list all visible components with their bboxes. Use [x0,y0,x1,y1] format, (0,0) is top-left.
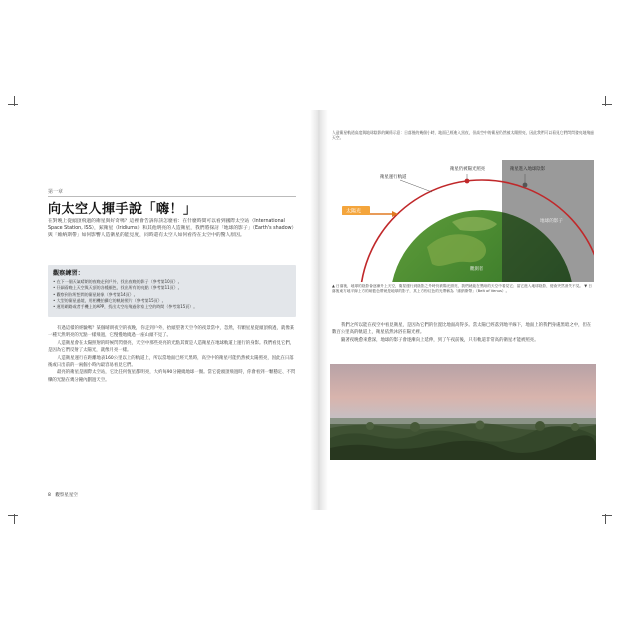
left-page [48,110,298,510]
crop-mark [605,514,606,524]
body-paragraph: 人造衛星運行在距離地表160公里以上的軌道上，所以當地面已經天黑時，高空中的衛星可能仍然被太陽照亮，因此在日落後或日出前的一兩個小時內最容易看見它們。 [48,355,294,369]
observation-box-title: 觀察練習： [53,270,84,277]
book-spread [20,110,600,510]
right-body-text [332,322,594,344]
observation-list [53,279,291,310]
earth-shadow-diagram [332,152,594,282]
figure-caption-top: 人造衛星軌道高度與地球陰影的關係示意：日落後的幾個小時，地面已經進入黑夜，但高空中的衛星仍然被太陽照亮，因此我們可以看見它們閃閃發亮地飛過天空。 [332,130,594,141]
crop-mark [8,104,18,105]
figure-caption-bottom: ▲ 日落後，地球的陰影會逐漸升上天空，衛星運行到陰影之外時仍被陽光照亮，我們就能在黑暗的天空中看見它；當它進入地球陰影，便會突然消失不見。 ▼ 日落後東方地平線上方的暗藍色帶就是地球的影子，其上方粉紅色的光帶稱為「維納斯帶」（Belt of Venus）。 [332,284,592,293]
observation-item: • 觀察到你所想問的衛星跡象（參考第14頁）。 [53,292,291,298]
satellite-lit-marker [465,179,470,184]
crop-mark [8,515,18,516]
body-paragraph: 我們之所以能在夜空中看見衛星，是因為它們的位置比地面高得多。當太陽已經落到地平線下，地面上的我們身處黑暗之中，但在數百公里高的軌道上，衛星依然沐浴在陽光裡。 [332,323,592,336]
observation-item: • 大型的衛星過境，用相機拍攝它的軌跡照片（參考第15頁）。 [53,298,291,304]
crop-mark [602,515,612,516]
chapter-intro: 在對晚上從頭頂飛過的衛星與好奇嗎？這裡會告訴你該怎麼看：在什麼時間可以看到國際太空站（International Space Station, ISS），銥衛星（Iridiums）和其他明亮的人造衛星，我們將探討「地球的影子」（Earth's shadow）與「維納斯帶」如何影響人造衛星的能見度，同時還有太空人如何看待在太空中的驚人原因。 [48,219,297,239]
page-folio: 8 觀察星星空 [48,493,78,498]
body-paragraph: 有過這樣的經驗嗎？某個晴朗夜空的夜晚，你走到戶外，抬頭望著天空今的夜景當中，忽然，有顆星星從頭頂飛過，就像某一種天然明亮的光點一樣飛過，它慢慢地繞過一座山頭不見了。 [48,326,295,339]
satellite-dark-marker [523,183,528,188]
observation-item: • 在下一個天氣晴朗的夜晚走到戶外，找出夜晚的影子（參考第10頁）。 [53,279,291,285]
label-orbit: 衛星運行軌道 [380,175,407,180]
label-satellite-dark: 衛星進入地球陰影 [510,167,546,172]
observation-box [48,265,296,317]
page-gutter [310,110,328,510]
chapter-rule [48,196,296,197]
photo-svg [330,364,596,460]
body-paragraph: 隨著夜晚愈來愈深，地球的影子會逐漸向上延伸，到了午夜前後，只有軌道非常高的衛星才能被照亮。 [341,337,539,343]
left-body-text [48,325,298,384]
observation-item: • 運用網路或者手機上的APP，找出太空站飛過你家上空的時間（參考第15頁）。 [53,304,291,310]
chapter-label: 第一章 [48,189,64,195]
observation-item: • 仔細看晚上天空與天頂的各種顏色，找出所有的亮點（參考第11頁）。 [53,285,291,291]
label-shadow: 地球的影子 [540,219,563,224]
crop-mark [605,96,606,106]
right-page [332,110,594,510]
label-sunlight: 太陽光 [346,208,362,215]
body-paragraph: 最亮的衛星是國際太空站，它比任何恆星都明亮，大約每90分鐘繞地球一圈。當它從頭頂飛過時，你會看到一顆穩定、不閃爍的光點在幾分鐘內劃過天空。 [48,370,296,383]
body-paragraph: 人造衛星會在太陽照射的時候閃閃發亮，天空中那些亮亮的光點其實是人造衛星在地球軌道上運行的身影。我們看見它們，是因為它們反射了太陽光，就像月亮一樣。 [48,340,295,354]
chapter-title: 向太空人揮手說「嗨！」 [48,202,197,217]
diagram-svg [332,152,594,282]
label-observer: 觀測者 [470,267,484,272]
crop-mark [14,514,15,524]
crop-mark [14,96,15,106]
label-satellite-lit: 衛星仍被陽光照亮 [450,167,486,172]
belt-of-venus-photo [330,364,596,460]
crop-mark [602,104,612,105]
